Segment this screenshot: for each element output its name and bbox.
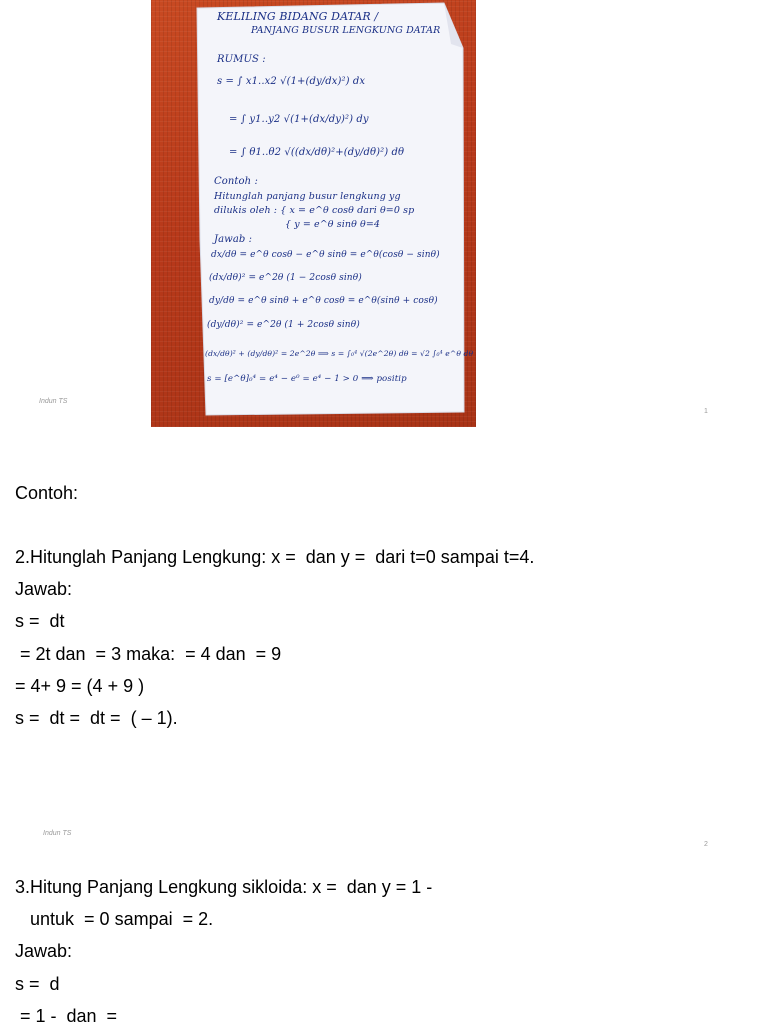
note-jawab-label: Jawab : xyxy=(214,234,253,245)
slide-3-line-3: Jawab: xyxy=(15,941,73,961)
handwritten-notes xyxy=(151,0,476,427)
note-formula-3: = ∫ θ1..θ2 √((dx/dθ)²+(dy/dθ)²) dθ xyxy=(229,147,405,158)
slide-2-footer: Indun TS xyxy=(43,830,72,837)
note-contoh-label: Contoh : xyxy=(214,176,258,187)
slide-3-line-5: = 1 - dan = xyxy=(15,1006,118,1026)
slide-2-line-2: Jawab: xyxy=(15,579,73,599)
note-rumus-label: RUMUS : xyxy=(217,54,266,65)
slide-2-line-3: s = dt xyxy=(15,611,65,631)
note-title: KELILING BIDANG DATAR / xyxy=(217,10,379,23)
slide-2-heading: Contoh: xyxy=(15,483,79,503)
slide-2-line-5: = 4+ 9 = (4 + 9 ) xyxy=(15,676,145,696)
handwritten-notes-photo xyxy=(151,0,476,427)
slide-2-line-6: s = dt = dt = ( – 1). xyxy=(15,708,178,728)
slide-2-line-4: = 2t dan = 3 maka: = 4 dan = 9 xyxy=(15,644,282,664)
note-problem-3: { y = e^θ sinθ θ=4 xyxy=(285,219,381,230)
note-step-1: dx/dθ = e^θ cosθ − e^θ sinθ = e^θ(cosθ − sinθ) xyxy=(211,250,440,260)
note-formula-1: s = ∫ x1..x2 √(1+(dy/dx)²) dx xyxy=(217,76,366,87)
note-subtitle: PANJANG BUSUR LENGKUNG DATAR xyxy=(251,25,441,36)
slide-2-page-number: 2 xyxy=(704,841,708,848)
slide-1-page-number: 1 xyxy=(704,408,708,415)
slide-3 xyxy=(0,856,768,1024)
slide-3-line-2: untuk = 0 sampai = 2. xyxy=(15,909,214,929)
slide-3-line-4: s = d xyxy=(15,974,60,994)
note-step-5: (dx/dθ)² + (dy/dθ)² = 2e^2θ ⟹ s = ∫₀⁴ √(2e^2θ) dθ = √2 ∫₀⁴ e^θ dθ xyxy=(205,349,474,358)
note-step-4: (dy/dθ)² = e^2θ (1 + 2cosθ sinθ) xyxy=(207,320,360,330)
slide-1 xyxy=(0,0,768,432)
slide-2 xyxy=(0,432,768,856)
slide-3-line-1: 3.Hitung Panjang Lengkung sikloida: x = dan y = 1 - xyxy=(15,877,433,897)
note-step-2: (dx/dθ)² = e^2θ (1 − 2cosθ sinθ) xyxy=(209,273,362,283)
slide-2-line-1: 2.Hitunglah Panjang Lengkung: x = dan y = dari t=0 sampai t=4. xyxy=(15,547,535,567)
note-step-6: s = [e^θ]₀⁴ = e⁴ − e⁰ = e⁴ − 1 > 0 ⟹ positip xyxy=(207,374,407,384)
slide-1-footer: Indun TS xyxy=(39,398,68,405)
note-formula-2: = ∫ y1..y2 √(1+(dx/dy)²) dy xyxy=(229,114,369,125)
note-problem-2: dilukis oleh : { x = e^θ cosθ dari θ=0 sp xyxy=(214,205,415,216)
note-step-3: dy/dθ = e^θ sinθ + e^θ cosθ = e^θ(sinθ + cosθ) xyxy=(209,296,438,306)
note-problem-1: Hitunglah panjang busur lengkung yg xyxy=(214,191,401,202)
